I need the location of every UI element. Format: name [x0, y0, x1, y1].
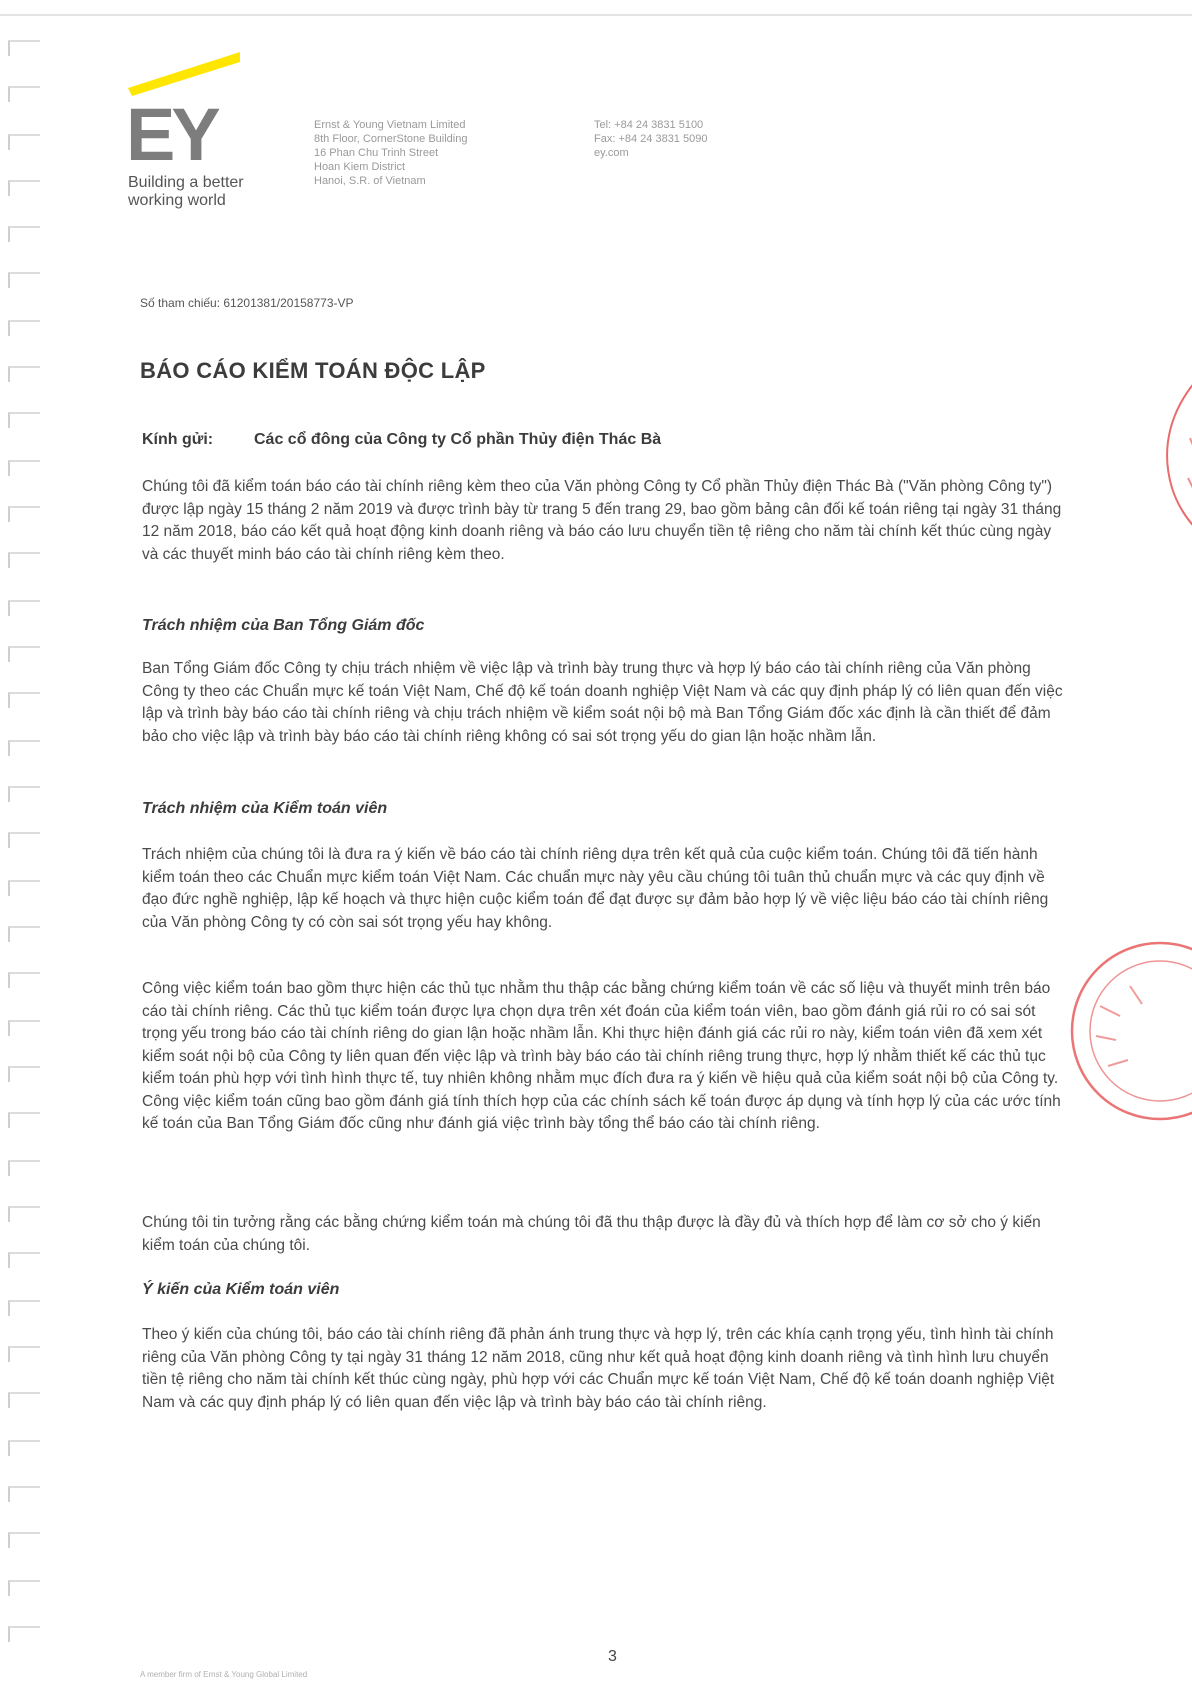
red-seal-stamp-middle — [1050, 936, 1192, 1126]
opinion-paragraph: Theo ý kiến của chúng tôi, báo cáo tài chính riêng đã phản ánh trung thực và hợp lý, trên các khía cạnh trọng yếu, tình hình tài chính riêng của Văn phòng Công ty tại ngày 31 tháng 12 năm 2018, cũng như kết quả hoạt động kinh doanh riêng và tình hình lưu chuyển tiền tệ riêng cho năm tài chính kết thúc cùng ngày, phù hợp với các Chuẩn mực kế toán Việt Nam, Chế độ kế toán doanh nghiệp Việt Nam và các quy định pháp lý có liên quan đến việc lập và trình bày báo cáo tài chính riêng. — [142, 1326, 1055, 1411]
auditor-paragraph-3: Chúng tôi tin tưởng rằng các bằng chứng kiểm toán mà chúng tôi đã thu thập được là đầy đủ và thích hợp để làm cơ sở cho ý kiến kiểm toán của chúng tôi. — [142, 1214, 1041, 1254]
company-contact: Tel: +84 24 3831 5100 Fax: +84 24 3831 5090 ey.com — [594, 119, 708, 159]
ey-logo — [128, 52, 278, 212]
intro-paragraph: Chúng tôi đã kiểm toán báo cáo tài chính riêng kèm theo của Văn phòng Công ty Cổ phần Thủy điện Thác Bà ("Văn phòng Công ty") được lập ngày 15 tháng 2 năm 2019 và được trình bày từ trang 5 đến trang 29, bao gồm bảng cân đối kế toán riêng tại ngày 31 tháng 12 năm 2018, báo cáo kết quả hoạt động kinh doanh riêng và báo cáo lưu chuyển tiền tệ riêng cho năm tài chính kết thúc cùng ngày và các thuyết minh báo cáo tài chính riêng kèm theo. — [142, 478, 1062, 563]
ey-brand-mark: EY — [126, 93, 217, 176]
section-heading-opinion: Ý kiến của Kiểm toán viên — [142, 1281, 340, 1298]
section-heading-auditor: Trách nhiệm của Kiểm toán viên — [142, 800, 388, 817]
ey-tagline: Building a better working world — [128, 174, 244, 209]
footer-note: A member firm of Ernst & Young Global Limited — [140, 1670, 308, 1679]
red-seal-stamp-top — [1150, 368, 1192, 548]
reference-number: Số tham chiếu: 61201381/20158773-VP — [140, 296, 354, 310]
scan-top-edge — [0, 14, 1192, 16]
management-paragraph: Ban Tổng Giám đốc Công ty chịu trách nhiệm về việc lập và trình bày trung thực và hợp lý báo cáo tài chính riêng của Văn phòng Công ty theo các Chuẩn mực kế toán Việt Nam, Chế độ kế toán doanh nghiệp Việt Nam và các quy định pháp lý có liên quan đến việc lập và trình bày báo cáo tài chính riêng và chịu trách nhiệm về kiểm soát nội bộ mà Ban Tổng Giám đốc xác định là cần thiết để đảm bảo cho việc lập và trình bày báo cáo tài chính riêng không có sai sót trọng yếu do gian lận hoặc nhầm lẫn. — [142, 660, 1063, 745]
addressee-line — [142, 431, 661, 449]
report-title: BÁO CÁO KIỂM TOÁN ĐỘC LẬP — [140, 358, 486, 383]
company-address: Ernst & Young Vietnam Limited 8th Floor, CornerStone Building 16 Phan Chu Trinh Street Hoan Kiem District Hanoi, S.R. of Vietnam — [314, 119, 468, 187]
addressee-name: Các cổ đông của Công ty Cổ phần Thủy điện Thác Bà — [254, 431, 662, 448]
ey-beam-icon — [128, 52, 240, 96]
page-number: 3 — [608, 1648, 617, 1665]
section-heading-management: Trách nhiệm của Ban Tổng Giám đốc — [142, 617, 425, 634]
auditor-paragraph-2: Công việc kiểm toán bao gồm thực hiện các thủ tục nhằm thu thập các bằng chứng kiểm toán về các số liệu và thuyết minh trên báo cáo tài chính riêng. Các thủ tục kiểm toán được lựa chọn dựa trên xét đoán của kiểm toán viên, bao gồm đánh giá rủi ro có sai sót trọng yếu trong báo cáo tài chính riêng do gian lận hoặc nhầm lẫn. Khi thực hiện đánh giá các rủi ro này, kiểm toán viên đã xem xét kiểm soát nội bộ của Công ty liên quan đến việc lập và trình bày báo cáo tài chính riêng trung thực, hợp lý nhằm thiết kế các thủ tục kiểm toán phù hợp với tình hình thực tế, tuy nhiên không nhằm mục đích đưa ra ý kiến về hiệu quả của kiểm soát nội bộ của Công ty. Công việc kiểm toán cũng bao gồm đánh giá tính thích hợp của các chính sách kế toán được áp dụng và tính hợp lý của các ước tính kế toán của Ban Tổng Giám đốc cũng như đánh giá việc trình bày tổng thể báo cáo tài chính riêng. — [142, 980, 1061, 1132]
addressee-label: Kính gửi: — [142, 431, 214, 448]
auditor-paragraph-1: Trách nhiệm của chúng tôi là đưa ra ý kiến về báo cáo tài chính riêng dựa trên kết quả của cuộc kiểm toán. Chúng tôi đã tiến hành kiểm toán theo các Chuẩn mực kiểm toán Việt Nam. Các chuẩn mực này yêu cầu chúng tôi tuân thủ chuẩn mực và các quy định về đạo đức nghề nghiệp, lập kế hoạch và thực hiện cuộc kiểm toán để đạt được sự đảm bảo hợp lý về việc liệu báo cáo tài chính riêng của Văn phòng Công ty có còn sai sót trọng yếu hay không. — [142, 846, 1049, 931]
